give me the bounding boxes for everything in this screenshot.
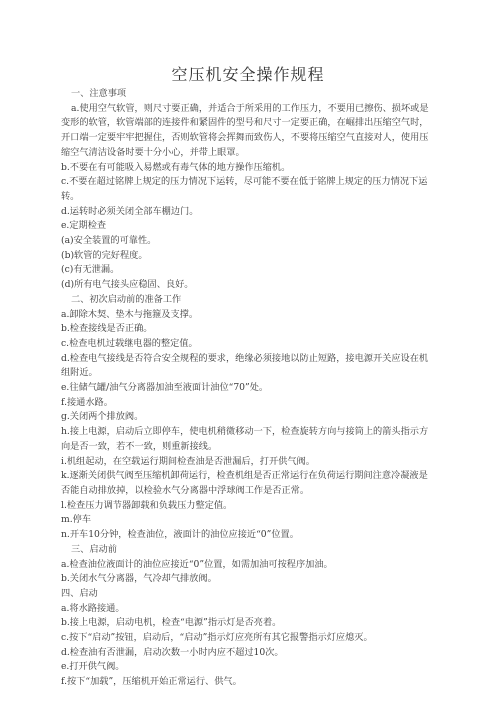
section-heading-2: 二、初次启动前的准备工作 <box>71 293 182 305</box>
paragraph: m.停车 <box>61 514 92 526</box>
paragraph: b.接上电源，启动电机，检查“电源”指示灯是否亮着。 <box>61 617 282 629</box>
paragraph: b.检查接线是否正确。 <box>61 323 153 335</box>
paragraph: (c)有无泄漏。 <box>61 264 120 276</box>
paragraph: f.接通水路。 <box>61 396 113 408</box>
paragraph: i.机组起动，在空载运行期间检查油是否泄漏后，打开供气阀。 <box>61 455 315 467</box>
section-heading-1: 一、注意事项 <box>71 88 127 99</box>
document-title: 空压机安全操作规程 <box>171 65 325 84</box>
paragraph: b.不要在有可能吸入易燃或有毒气体的地方操作压缩机。 <box>61 161 291 173</box>
paragraph: a.检查油位液面计的油位应接近“0”位置，如需加油可按程序加油。 <box>61 558 333 570</box>
paragraph: (a)安全装置的可靠性。 <box>61 235 157 247</box>
paragraph: d.检查油有否泄漏，启动次数一小时内应不超过10次。 <box>61 646 284 658</box>
paragraph: e.打开供气阀。 <box>61 661 125 673</box>
paragraph: (b)软管的完好程度。 <box>61 249 148 261</box>
paragraph: a.卸除木契、垫木与拖箍及支撑。 <box>61 308 199 320</box>
paragraph: a.将水路接通。 <box>61 602 125 614</box>
paragraph: f.按下“加载”，压缩机开始正常运行、供气。 <box>61 676 242 688</box>
paragraph: a.使用空气软管，则尺寸要正确，并适合于所采用的工作压力，不要用已擦伤、损坏或是变形的软管，软管端部的连接件和紧固件的型号和尺寸一定要正确，在崛排出压缩空气时，开口端一定要牢牢把握住，否则软管将会挥舞而致伤人，不要将压缩空气直接对人，使用压缩空气清洁设备时要十分小心，并带上眼罩。 <box>61 102 429 158</box>
paragraph: c.不要在超过铭牌上规定的压力情况下运转，尽可能不要在低于铭牌上规定的压力情况下运转。 <box>61 176 428 202</box>
paragraph: d.检查电气接线是否符合安全规程的要求，绝缘必须接地以防止短路，接电源开关应设在机组附近。 <box>61 352 429 379</box>
paragraph: h.接上电源，启动后立即停车，使电机稍微移动一下，检查旋转方向与接筒上的箭头指示方向是否一致，若不一致，则重新接线。 <box>61 426 429 452</box>
paragraph: d.运转时必须关闭全部车棚边门。 <box>61 205 199 217</box>
paragraph: e.定期检查 <box>61 220 107 232</box>
section-heading-4: 四、启动 <box>61 587 98 599</box>
paragraph: e.往储气罐/油气分离器加油至液面计油位“70”处。 <box>61 382 269 394</box>
paragraph: c.检查电机过载继电器的整定值。 <box>61 337 198 349</box>
paragraph: n.开车10分钟，检查油位，液面计的油位应接近“0”位置。 <box>61 529 299 541</box>
paragraph: l.检查压力调节器卸载和负载压力整定值。 <box>61 499 233 511</box>
paragraph: (d)所有电气接头应稳固、良好。 <box>61 279 194 291</box>
section-heading-3: 三、启动前 <box>71 543 117 555</box>
paragraph: g.关闭两个排放阀。 <box>61 411 144 423</box>
document-body <box>61 87 436 690</box>
paragraph: k.逐渐关闭供气阀至压缩机卸荷运行，检查机组是否正常运行在负荷运行期间注意冷凝液是否能自动排放掉，以检验水气分离器中浮球阀工作是否正常。 <box>61 470 428 496</box>
paragraph: c.按下“启动”按钮，启动后，“启动”指示灯应亮所有其它报警指示灯应熄灭。 <box>61 632 373 644</box>
paragraph: b.关闭水气分离器，气冷却气排放阀。 <box>61 573 217 585</box>
